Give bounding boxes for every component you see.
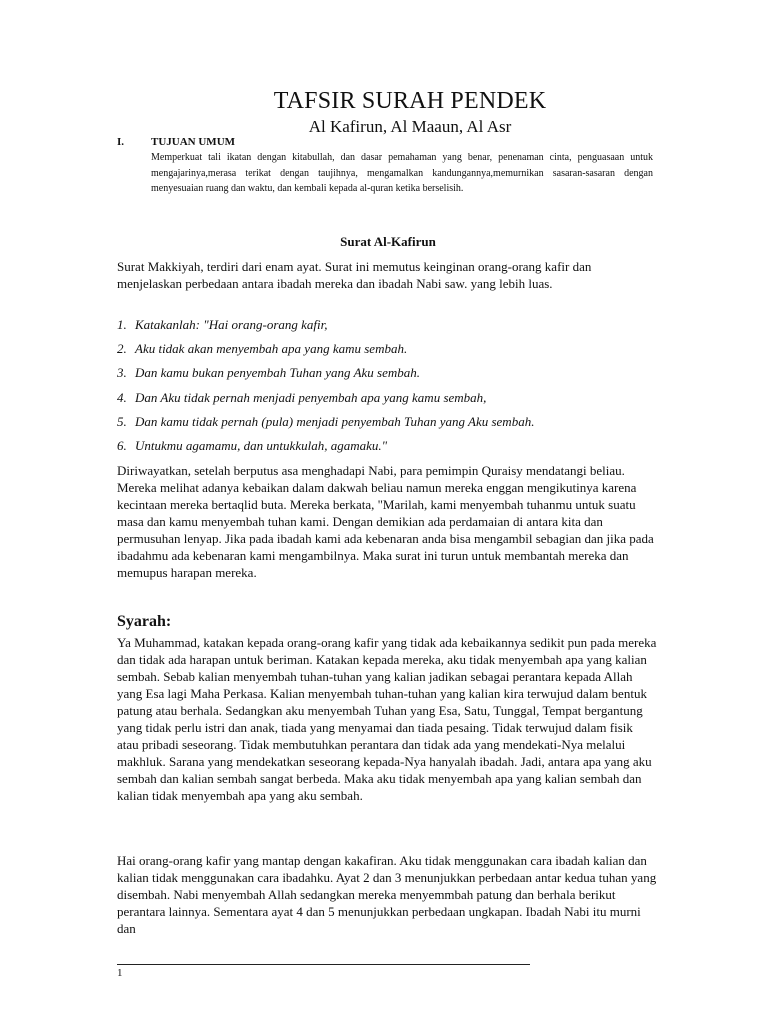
verse-text: Dan kamu tidak pernah (pula) menjadi penyembah Tuhan yang Aku sembah. (135, 413, 535, 429)
verse-item (117, 413, 657, 437)
footnote-number: 1 (117, 967, 123, 979)
verse-item (117, 364, 657, 388)
verse-text: Katakanlah: "Hai orang-orang kafir, (135, 317, 328, 332)
surat-heading: Surat Al-Kafirun (340, 234, 436, 249)
verse-number: 2. (117, 341, 127, 357)
section-number: I. (117, 136, 125, 148)
verse-text: Dan kamu bukan penyembah Tuhan yang Aku sembah. (135, 365, 420, 381)
verse-number: 4. (117, 389, 127, 405)
verse-number: 5. (117, 413, 127, 429)
verse-item (117, 437, 657, 461)
verse-item (117, 340, 657, 364)
verse-text: Aku tidak akan menyembah apa yang kamu sembah. (135, 341, 408, 357)
verse-number: 3. (117, 365, 127, 381)
verse-number: 1. (117, 317, 127, 332)
intro-paragraph: Surat Makkiyah, terdiri dari enam ayat. Surat ini memutus keinginan orang-orang kafir dan menjelaskan perbedaan antara ibadah mereka dan ibadah Nabi saw. yang lebih luas. (117, 259, 592, 291)
document-subtitle: Al Kafirun, Al Maaun, Al Asr (308, 117, 512, 136)
footnote-divider (117, 964, 530, 965)
syarah-heading: Syarah: (117, 613, 172, 630)
verse-text: Untukmu agamamu, dan untukkulah, agamaku." (135, 437, 388, 453)
verse-item (117, 389, 657, 413)
verse-item (117, 316, 657, 340)
verse-list (117, 316, 657, 461)
syarah-paragraph-1: Ya Muhammad, katakan kepada orang-orang kafir yang tidak ada kebaikannya sedikit pun pada mereka dan tidak ada harapan untuk beriman. Katakan kepada mereka, aku tidak menyembah apa yang kalian sembah. Sebab kalian menyembah tuhan-tuhan yang kalian jadikan sebagai perantara kepada Allah yang Esa lagi Maha Perkasa. Kalian menyembah tuhan-tuhan yang kalian kira terwujud dalam bentuk patung atau berhala. Sedangkan aku menyembah Tuhan yang Esa, Satu, Tunggal, Tempat bergantung yang tidak perlu istri dan anak, tiada yang menyamai dan tiada pesaing. Tidak terwujud dalam fisik atau pribadi seseorang. Tidak membutuhkan perantara dan tidak ada yang mendekati-Nya melalui makhluk. Sarana yang mendekatkan seseorang kepada-Nya hanyalah ibadah. Jadi, antara apa yang aku sembah dan kalian sembah sangat berbeda. Maka aku tidak menyembah apa yang kalian sembah dan kalian tidak menyembah apa yang aku sembah. (117, 635, 657, 803)
section-heading: TUJUAN UMUM (151, 136, 236, 148)
verse-text: Dan Aku tidak pernah menjadi penyembah apa yang kamu sembah, (135, 389, 487, 405)
section-body: Memperkuat tali ikatan dengan kitabullah, dan dasar pemahaman yang benar, penenaman cinta, penguasaan untuk mengajarinya,merasa terikat dengan taujihnya, mengamalkan kandungannya,memurnikan sasaran-sasaran dengan menyesuaian ruang dan waktu, dan kembali kepada al-quran ketika berselisih. (151, 152, 653, 194)
syarah-paragraph-2: Hai orang-orang kafir yang mantap dengan kakafiran. Aku tidak menggunakan cara ibadah kalian dan kalian tidak menggunakan cara ibadahku. Ayat 2 dan 3 menunjukkan perbedaan antar kedua tuhan yang disembah. Nabi menyembah Allah sedangkan mereka menyemmbah patung dan berhala berikut perantara lainnya. Sementara ayat 4 dan 5 menunjukkan perbedaan ungkapan. Ibadah Nabi itu murni dan (117, 853, 657, 936)
document-title: TAFSIR SURAH PENDEK (273, 88, 547, 114)
verse-number: 6. (117, 437, 127, 453)
story-paragraph: Diriwayatkan, setelah berputus asa menghadapi Nabi, para pemimpin Quraisy mendatangi beliau. Mereka melihat adanya kebaikan dalam dakwah beliau namun mereka enggan mengikutinya karena kecintaan mereka bertaqlid buta. Mereka berkata, "Marilah, kami menyembah tuhanmu untuk suatu masa dan kamu menyembah tuhan kami. Dengan demikian ada perdamaian di antara kita dan permusuhan lenyap. Jika pada ibadah kami ada kebenaran anda bisa mengambil sebagian dan jika pada ibadahmu ada kebenaran kami mengambilnya. Maka surat ini turun untuk membantah mereka dan memupus harapan mereka. (117, 463, 654, 580)
